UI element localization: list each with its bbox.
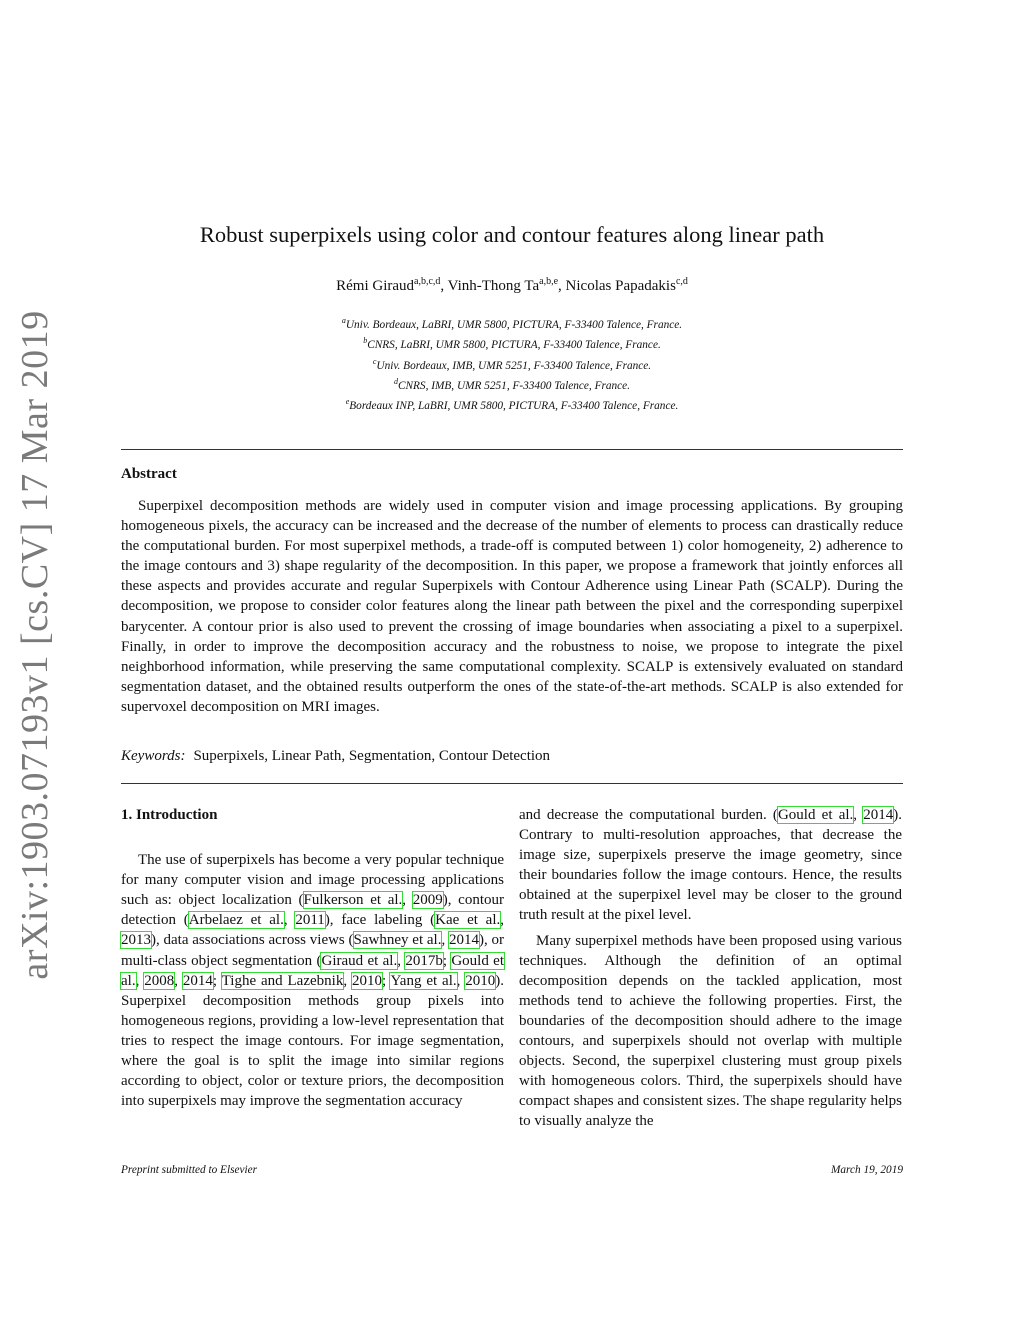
citation-link[interactable]: Gould et al. <box>777 807 854 823</box>
citation-link[interactable]: 2010 <box>351 972 382 989</box>
left-column <box>121 805 504 1111</box>
affiliation: $^e$Bordeaux INP, LaBRI, UMR 5800, PICTURA, F-33400 Talence, France. <box>345 397 679 413</box>
footer-date: March 19, 2019 <box>830 1164 903 1176</box>
citation-link[interactable]: Kae et al. <box>435 912 501 929</box>
citation-link[interactable]: 2013 <box>121 932 151 949</box>
citation-link[interactable]: 2009 <box>412 892 443 909</box>
bottom-divider <box>121 783 903 784</box>
citation-link[interactable]: 2011 <box>295 912 325 929</box>
citation-link[interactable]: 2010 <box>465 972 496 989</box>
citation-link[interactable]: Yang et al. <box>390 972 457 989</box>
affiliation: $^a$Univ. Bordeaux, LaBRI, UMR 5800, PICTURA, F-33400 Talence, France. <box>341 316 683 331</box>
citation-link[interactable]: 2008 <box>144 972 175 989</box>
author: Vinh-Thong Ta$^{a,b,e}$, <box>447 276 566 294</box>
footer-preprint-note: Preprint submitted to Elsevier <box>121 1164 258 1176</box>
citation-link[interactable]: Tighe and Lazebnik <box>221 972 344 989</box>
section-heading: 1. Introduction <box>121 807 218 823</box>
citation-link[interactable]: 2017b <box>405 952 443 969</box>
citation-link[interactable]: 2014 <box>863 807 894 823</box>
paper-title: Robust superpixels using color and contour features along linear path <box>199 222 825 247</box>
intro-paragraph-1: The use of superpixels has become a very popular technique for many computer vision and image processing applications such as: object localization (Fulkerson et al., 2009), contour detection (Arbelaez et al., 2011), face labeling (Kae et al., 2013), data associations across views (Sawhney et al., 2014), or multi-class object segmentation (Giraud et al., 2017b; Gould et al., 2008, 2014; Tighe and Lazebnik, 2010; Yang et al., 2010). Superpixel decomposition methods group pixels into homogeneous regions, providing a low-level representation that tries to respect the image contours. For image segmentation, where the goal is to split the image into similar regions according to object, color or texture priors, the decomposition into superpixels may improve the segmentation accuracy <box>121 852 505 1110</box>
arxiv-stamp-text: arXiv:1903.07193v1 [cs.CV] 17 Mar 2019 <box>14 310 56 980</box>
abstract-body: Superpixel decomposition methods are widely used in computer vision and image processing applications. By grouping homogeneous pixels, the accuracy can be increased and the decrease of the number of elements to process can drastically reduce the computational burden. For most superpixel methods, a trade-off is computed between 1) color homogeneity, 2) adherence to the image contours and 3) shape regularity of the decomposition. In this paper, we propose a framework that jointly enforces all these aspects and provides accurate and regular Superpixels with Contour Adherence using Linear Path (SCALP). During the decomposition, we propose to consider color features along the linear path between the pixel and the corresponding superpixel barycenter. A contour prior is also used to prevent the crossing of image boundaries when associating a pixel to a superpixel. Finally, in order to improve the decomposition accuracy and the robustness to noise, we propose to integrate the pixel neighborhood information, while preserving the same computational complexity. SCALP is extensively evaluated on standard segmentation dataset, and the obtained results outperform the ones of the state-of-the-art methods. SCALP is also extended for supervoxel decomposition on MRI images. <box>121 498 903 715</box>
keywords-label: Keywords: <box>121 748 186 764</box>
citation-link[interactable]: Gould et al. <box>121 952 505 989</box>
affiliations <box>0 313 1024 415</box>
arxiv-stamp <box>0 310 70 980</box>
abstract-heading: Abstract <box>121 466 177 482</box>
right-column <box>519 805 902 1132</box>
affiliation: $^c$Univ. Bordeaux, IMB, UMR 5251, F-33400 Talence, France. <box>372 356 652 372</box>
keywords-value: Superpixels, Linear Path, Segmentation, Contour Detection <box>193 748 551 764</box>
author-list <box>0 276 1024 295</box>
citation-link[interactable]: 2014 <box>182 972 213 989</box>
citation-link[interactable]: Giraud et al. <box>321 952 398 969</box>
author: Nicolas Papadakis$^{c,d}$ <box>565 276 688 294</box>
author: Rémi Giraud$^{a,b,c,d}$, <box>336 276 448 294</box>
citation-link[interactable]: 2014 <box>449 932 479 949</box>
top-divider <box>121 449 903 450</box>
intro-paragraph-2: and decrease the computational burden. (Gould et al., 2014). Contrary to multi-resolution approaches, that decrease the image size, superpixels preserve the image geometry, since their boundaries follow the image contours. Hence, the results obtained at the superpixel level may be closer to the ground truth result at the pixel level. <box>519 807 903 924</box>
citation-link[interactable]: Sawhney et al. <box>353 932 442 949</box>
affiliation: $^d$CNRS, IMB, UMR 5251, F-33400 Talence, France. <box>393 377 631 392</box>
citation-link[interactable]: Arbelaez et al. <box>188 912 284 929</box>
keywords <box>121 748 550 765</box>
intro-paragraph-3: Many superpixel methods have been proposed using various techniques. Although the definition of an optimal decomposition depends on the tackled application, most methods tend to achieve the following properties. First, the boundaries of the decomposition should adhere to the image contours, and superpixels should not overlap with multiple objects. Second, the superpixel clustering must group pixels with homogeneous colors. Third, the superpixels should have compact shapes and consistent sizes. The shape regularity helps to visually analyze the <box>519 932 902 1130</box>
citation-link[interactable]: Fulkerson et al. <box>303 892 403 909</box>
affiliation: $^b$CNRS, LaBRI, UMR 5800, PICTURA, F-33400 Talence, France. <box>363 336 661 352</box>
